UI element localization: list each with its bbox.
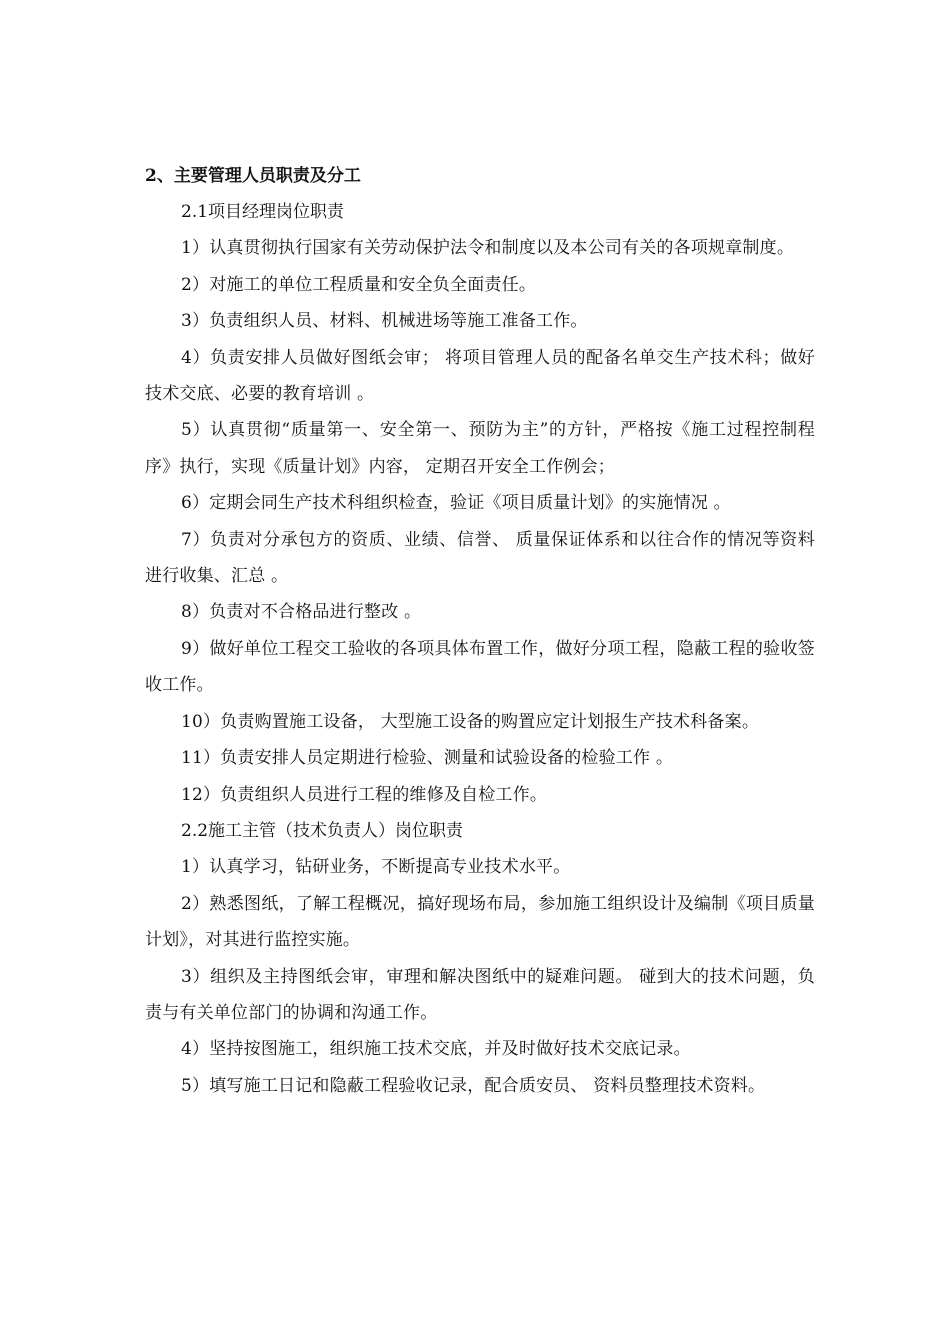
duty-item-pm-11: 11）负责安排人员定期进行检验、测量和试验设备的检验工作 。	[181, 748, 674, 769]
section-title: 2、主要管理人员职责及分工	[145, 166, 361, 186]
duty-item-tech-5: 5）填写施工日记和隐蔽工程验收记录，配合质安员、 资料员整理技术资料。	[181, 1075, 766, 1096]
duty-item-pm-5: 5）认真贯彻“质量第一、安全第一、预防为主”的方针，严格按《施工过程控制程序》执行，实现《质量计划》内容， 定期召开安全工作例会；	[145, 420, 815, 477]
duty-item-tech-2: 2）熟悉图纸，了解工程概况，搞好现场布局，参加施工组织设计及编制《项目质量计划》，对其进行监控实施。	[145, 893, 815, 951]
duty-item-pm-3: 3）负责组织人员、材料、机械进场等施工准备工作。	[181, 311, 588, 332]
subsection-heading-2-1: 2.1项目经理岗位职责	[181, 202, 345, 222]
duty-item-tech-3: 3）组织及主持图纸会审，审理和解决图纸中的疑难问题。 碰到大的技术问题，负责与有关单位部门的协调和沟通工作。	[145, 966, 815, 1023]
duty-item-pm-8: 8）负责对不合格品进行整改 。	[181, 602, 422, 623]
duty-item-pm-6: 6）定期会同生产技术科组织检查，验证《项目质量计划》的实施情况 。	[181, 493, 731, 514]
duty-item-pm-2: 2）对施工的单位工程质量和安全负全面责任。	[181, 274, 537, 295]
duty-item-pm-9: 9）做好单位工程交工验收的各项具体布置工作，做好分项工程，隐蔽工程的验收签收工作。	[145, 638, 815, 696]
duty-item-tech-4: 4）坚持按图施工，组织施工技术交底，并及时做好技术交底记录。	[181, 1039, 691, 1060]
duty-item-pm-12: 12）负责组织人员进行工程的维修及自检工作。	[181, 784, 548, 805]
duty-item-pm-10: 10）负责购置施工设备， 大型施工设备的购置应定计划报生产技术科备案。	[181, 711, 760, 732]
document-body	[145, 158, 815, 1104]
duty-item-pm-1: 1）认真贯彻执行国家有关劳动保护法令和制度以及本公司有关的各项规章制度。	[181, 238, 795, 259]
duty-item-pm-4: 4）负责安排人员做好图纸会审； 将项目管理人员的配备名单交生产技术科；做好技术交底、必要的教育培训 。	[145, 347, 815, 405]
duty-item-tech-1: 1）认真学习，钻研业务，不断提高专业技术水平。	[181, 857, 571, 878]
subsection-heading-2-2: 2.2施工主管（技术负责人）岗位职责	[181, 820, 464, 841]
duty-item-pm-7: 7）负责对分承包方的资质、业绩、信誉、 质量保证体系和以往合作的情况等资料进行收集、汇总 。	[145, 529, 815, 587]
